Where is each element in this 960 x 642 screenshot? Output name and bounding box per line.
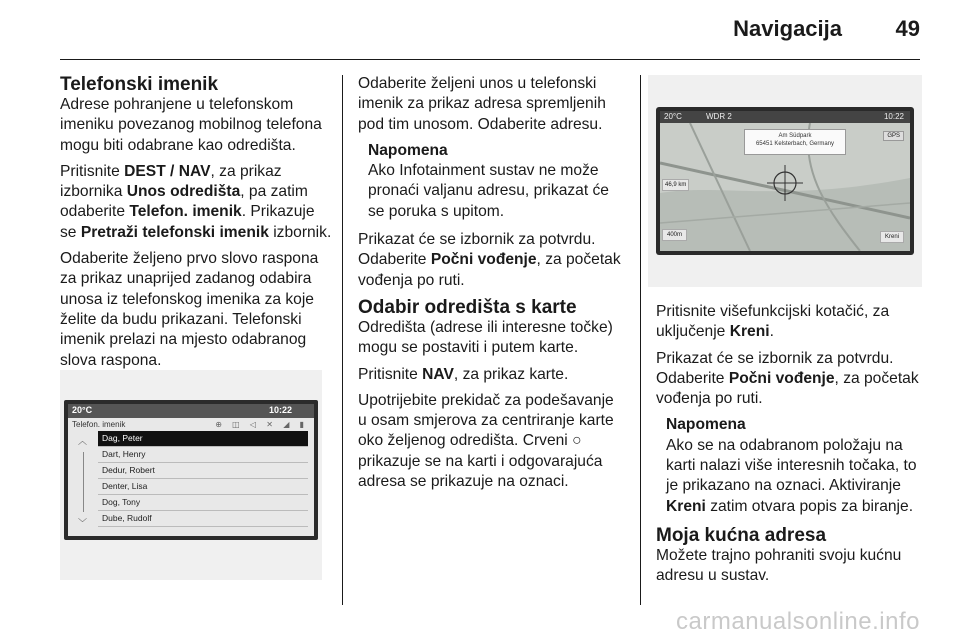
- contact-list: [98, 431, 308, 527]
- scroll-down-icon: ﹀: [78, 518, 88, 528]
- paragraph: Pritisnite DEST / NAV, za prikaz izbornika Unos odredišta, pa zatim odaberite Telefon. imenik. Prikazuje se Pretraži telefonski imenik izbornik.: [60, 162, 332, 241]
- note: [666, 415, 922, 516]
- note-label: Napomena: [666, 416, 746, 434]
- infotainment-display: [64, 400, 318, 540]
- contact-row: Dag, Peter: [98, 431, 308, 447]
- paragraph: Odaberite željeni unos u telefonski imenik za prikaz adresa spremljenih pod tim unosom. Odaberite adresu.: [358, 75, 606, 133]
- column-divider-2: [640, 75, 641, 605]
- radio-label: WDR 2: [706, 112, 732, 121]
- heading-home-address: Moja kućna adresa: [656, 524, 827, 546]
- paragraph: Upotrijebite prekidač za podešavanje u osam smjerova za centriranje karte oko željenog odredišta. Crveni ○ prikazuje se na karti i odgovarajuća adresa se prikazuje na oznaci.: [358, 391, 614, 491]
- paragraph: Možete trajno pohraniti svoju kućnu adresu u sustav.: [656, 546, 902, 585]
- temperature: 20°C: [72, 405, 93, 415]
- scroll-up-icon: ︿: [78, 436, 88, 446]
- note-text: Ako Infotainment sustav ne može pronaći valjanu adresu, prikazat će se poruka s upitom.: [368, 162, 609, 220]
- column-1: [60, 74, 332, 377]
- contact-row: Dart, Henry: [98, 447, 308, 463]
- heading-phonebook: Telefonski imenik: [60, 74, 219, 95]
- contact-row: Dube, Rudolf: [98, 511, 308, 527]
- status-bar: [660, 111, 910, 123]
- header-rule: [60, 59, 920, 60]
- kreni-button: Kreni: [880, 231, 904, 243]
- paragraph: Odredišta (adrese ili interesne točke) mogu se postaviti i putem karte.: [358, 318, 613, 357]
- address-label: Am Südpark 65451 Kelsterbach, Germany: [744, 129, 846, 155]
- page-header: [0, 0, 960, 60]
- clock: 10:22: [883, 112, 904, 121]
- note-text: Ako se na odabranom položaju na karti nalazi više interesnih točaka, to je prikazano na oznaci. Aktiviranje Kreni zatim otvara popis za biranje.: [666, 436, 917, 515]
- phonebook-screenshot: [60, 370, 322, 580]
- status-icons: ⊕ ◫ ◁ ✕ ◢ ▮: [215, 420, 308, 429]
- map-screenshot: [648, 75, 922, 287]
- paragraph: Pritisnite NAV, za prikaz karte.: [358, 365, 569, 383]
- paragraph: Prikazat će se izbornik za potvrdu. Odaberite Počni vođenje, za početak vođenja po ruti.: [656, 349, 919, 408]
- note: [368, 141, 626, 222]
- section-title: Navigacija: [733, 16, 842, 41]
- infotainment-display: [656, 107, 914, 255]
- column-3: [656, 302, 922, 593]
- note-label: Napomena: [368, 141, 448, 159]
- heading-map-destination: Odabir odredišta s karte: [358, 296, 577, 318]
- contact-row: Dedur, Robert: [98, 463, 308, 479]
- phonebook-screen: [68, 418, 314, 536]
- clock: 10:22: [268, 405, 292, 415]
- watermark: carmanualsonline.info: [676, 608, 920, 635]
- gps-indicator: GPS: [883, 131, 904, 141]
- scrollbar: [83, 452, 84, 512]
- paragraph: Pritisnite višefunkcijski kotačić, za uključenje Kreni.: [656, 303, 890, 341]
- distance-readout: 46,9 km: [662, 179, 689, 191]
- screen-title: Telefon. imenik: [72, 420, 126, 429]
- paragraph: Odaberite željeno prvo slovo raspona za prikaz unaprijed zadanog odabira unosa iz telefonskog imenika za koje želite da budu prikazani. Telefonski imenik prelazi na mjesto odabranog slova raspona.: [60, 250, 319, 369]
- contact-row: Denter, Lisa: [98, 479, 308, 495]
- status-bar: [68, 404, 314, 418]
- page-number: 49: [895, 16, 920, 41]
- paragraph: Prikazat će se izbornik za potvrdu. Odaberite Počni vođenje, za početak vođenja po ruti.: [358, 231, 621, 289]
- column-2: [358, 74, 626, 498]
- temperature: 20°C: [664, 112, 682, 121]
- paragraph: Adrese pohranjene u telefonskom imeniku povezanog mobilnog telefona mogu biti odabrane kao odredišta.: [60, 96, 322, 154]
- column-divider-1: [342, 75, 343, 605]
- map-scale: 400m: [662, 229, 687, 241]
- contact-row: Dog, Tony: [98, 495, 308, 511]
